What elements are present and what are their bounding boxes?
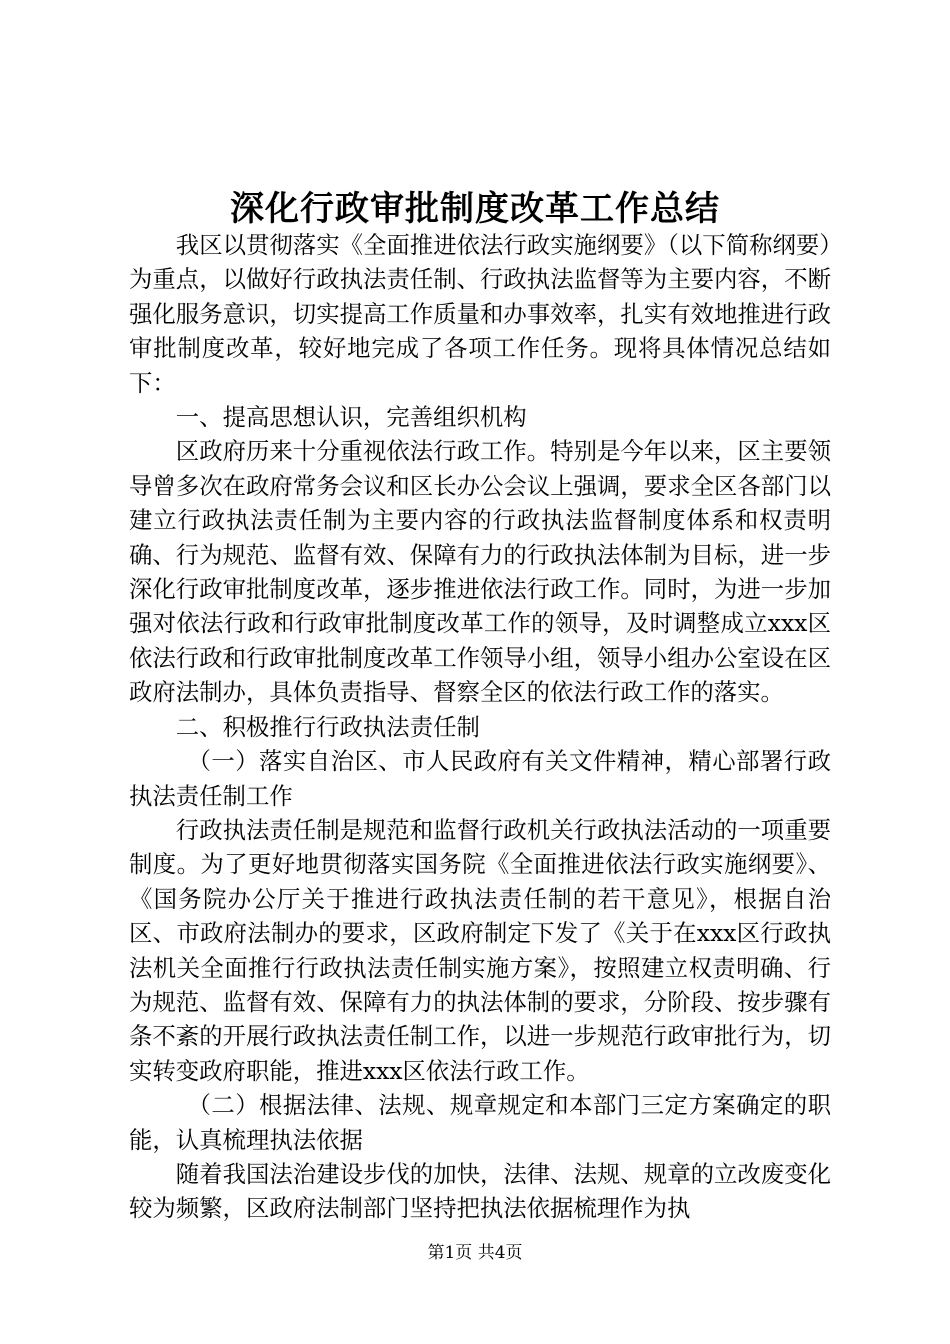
paragraph-section-1: 区政府历来十分重视依法行政工作。特别是今年以来，区主要领导曾多次在政府常务会议和区长办公会议上强调，要求全区各部门以建立行政执法责任制为主要内容的行政执法监督制度体系和权责明确、行为规范、监督有效、保障有力的行政执法体制为目标，进一步深化行政审批制度改革，逐步推进依法行政工作。同时，为进一步加强对依法行政和行政审批制度改革工作的领导，及时调整成立xxx区依法行政和行政审批制度改革工作领导小组，领导小组办公室设在区政府法制办，具体负责指导、督察全区的依法行政工作的落实。	[129, 437, 831, 707]
paragraph-subsection-1: 行政执法责任制是规范和监督行政机关行政执法活动的一项重要制度。为了更好地贯彻落实国务院《全面推进依法行政实施纲要》、《国务院办公厅关于推进行政执法责任制的若干意见》，根据自治区、市政府法制办的要求，区政府制定下发了《关于在xxx区行政执法机关全面推行行政执法责任制实施方案》，按照建立权责明确、行为规范、监督有效、保障有力的执法体制的要求，分阶段、按步骤有条不紊的开展行政执法责任制工作，以进一步规范行政审批行为，切实转变政府职能，推进xxx区依法行政工作。	[129, 815, 831, 1085]
document-body	[129, 228, 831, 1226]
section-heading-1: 一、提高思想认识，完善组织机构	[175, 403, 527, 432]
subsection-heading-1: （一）落实自治区、市人民政府有关文件精神，精心部署行政执法责任制工作	[129, 747, 831, 810]
paragraph-intro: 我区以贯彻落实《全面推进依法行政实施纲要》（以下简称纲要）为重点，以做好行政执法责任制、行政执法监督等为主要内容，不断强化服务意识，切实提高工作质量和办事效率，扎实有效地推进行政审批制度改革，较好地完成了各项工作任务。现将具体情况总结如下：	[129, 231, 831, 397]
section-heading-2: 二、积极推行行政执法责任制	[175, 712, 480, 741]
paragraph-subsection-2: 随着我国法治建设步伐的加快，法律、法规、规章的立改废变化较为频繁，区政府法制部门坚持把执法依据梳理作为执	[129, 1159, 831, 1223]
page-number-footer: 第1页 共4页	[427, 1243, 523, 1263]
document-title: 深化行政审批制度改革工作总结	[230, 189, 720, 229]
subsection-heading-2: （二）根据法律、法规、规章规定和本部门三定方案确定的职能，认真梳理执法依据	[129, 1091, 831, 1154]
